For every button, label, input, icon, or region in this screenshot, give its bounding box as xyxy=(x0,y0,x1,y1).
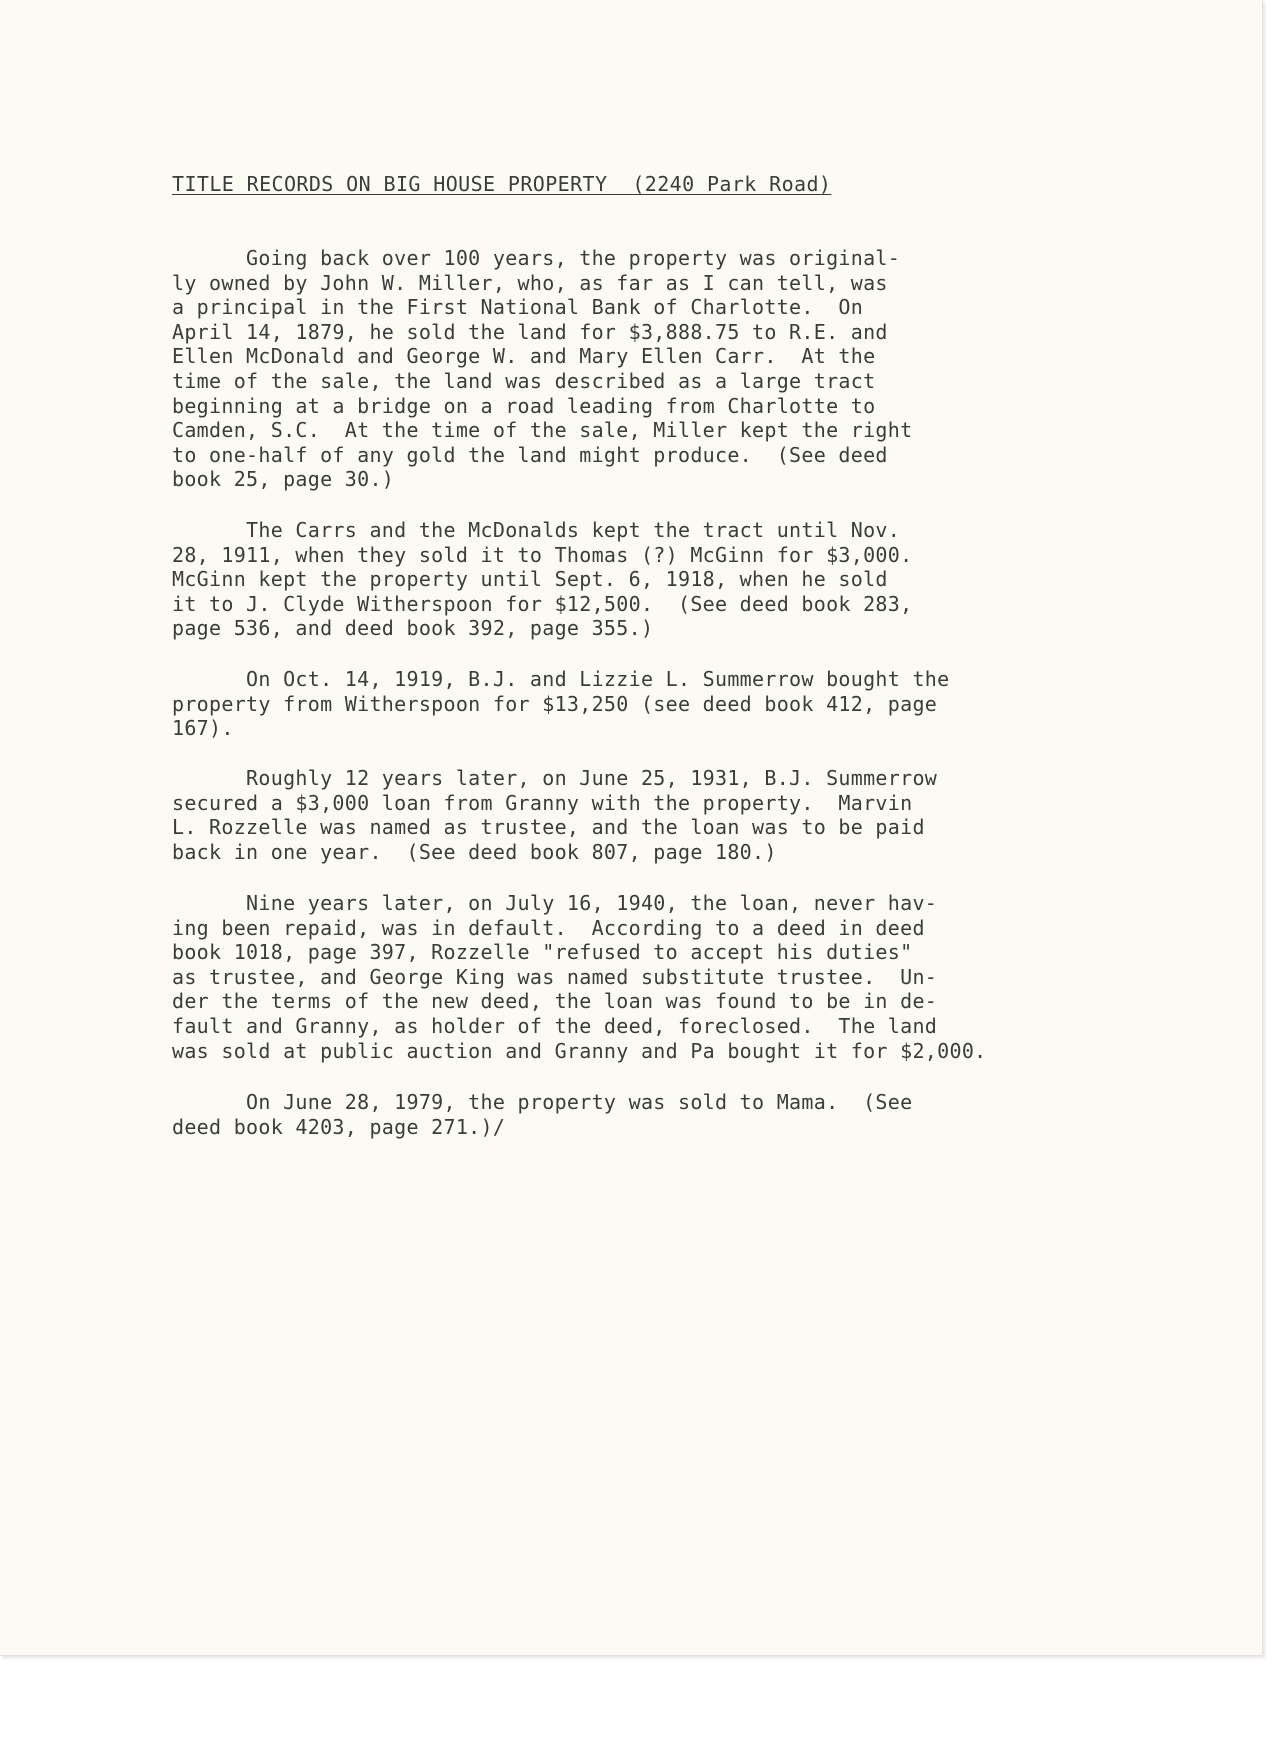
paragraph-carrs-mcdonalds: The Carrs and the McDonalds kept the tract until Nov. 28, 1911, when they sold it to Thomas (?) McGinn for $3,000. McGinn kept the property until Sept. 6, 1918, when he sold it to J. Clyde Witherspoon for $12,500. (See deed book 283, page 536, and deed book 392, page 355.) xyxy=(172,518,913,641)
paragraph-original-owner: Going back over 100 years, the property was original- ly owned by John W. Miller, who, as far as I can tell, was a principal in the First National Bank of Charlotte. On April 14, 1879, he sold the land for $3,888.75 to R.E. and Ellen McDonald and George W. and Mary Ellen Carr. At the time of the sale, the land was described as a large tract beginning at a bridge on a road leading from Charlotte to Camden, S.C. At the time of the sale, Miller kept the right to one-half of any gold the land might produce. (See deed book 25, page 30.) xyxy=(172,246,913,492)
paragraph-summerrow-purchase: On Oct. 14, 1919, B.J. and Lizzie L. Summerrow bought the property from Witherspoon for $13,250 (see deed book 412, page 167). xyxy=(172,667,950,741)
paragraph-foreclosure: Nine years later, on July 16, 1940, the loan, never hav- ing been repaid, was in default. According to a deed in deed book 1018, page 397, Rozzelle "refused to accept his duties" as trustee, and George King was named substitute trustee. Un- der the terms of the new deed, the loan was found to be in de- fault and Granny, as holder of the deed, foreclosed. The land was sold at public auction and Granny and Pa bought it for $2,000. xyxy=(172,891,987,1063)
document-title: TITLE RECORDS ON BIG HOUSE PROPERTY (2240 Park Road) xyxy=(172,172,832,196)
paragraph-sale-to-mama: On June 28, 1979, the property was sold to Mama. (See deed book 4203, page 271.)/ xyxy=(172,1090,913,1139)
paragraph-granny-loan: Roughly 12 years later, on June 25, 1931, B.J. Summerrow secured a $3,000 loan from Granny with the property. Marvin L. Rozzelle was named as trustee, and the loan was to be paid back in one year. (See deed book 807, page 180.) xyxy=(172,766,938,864)
